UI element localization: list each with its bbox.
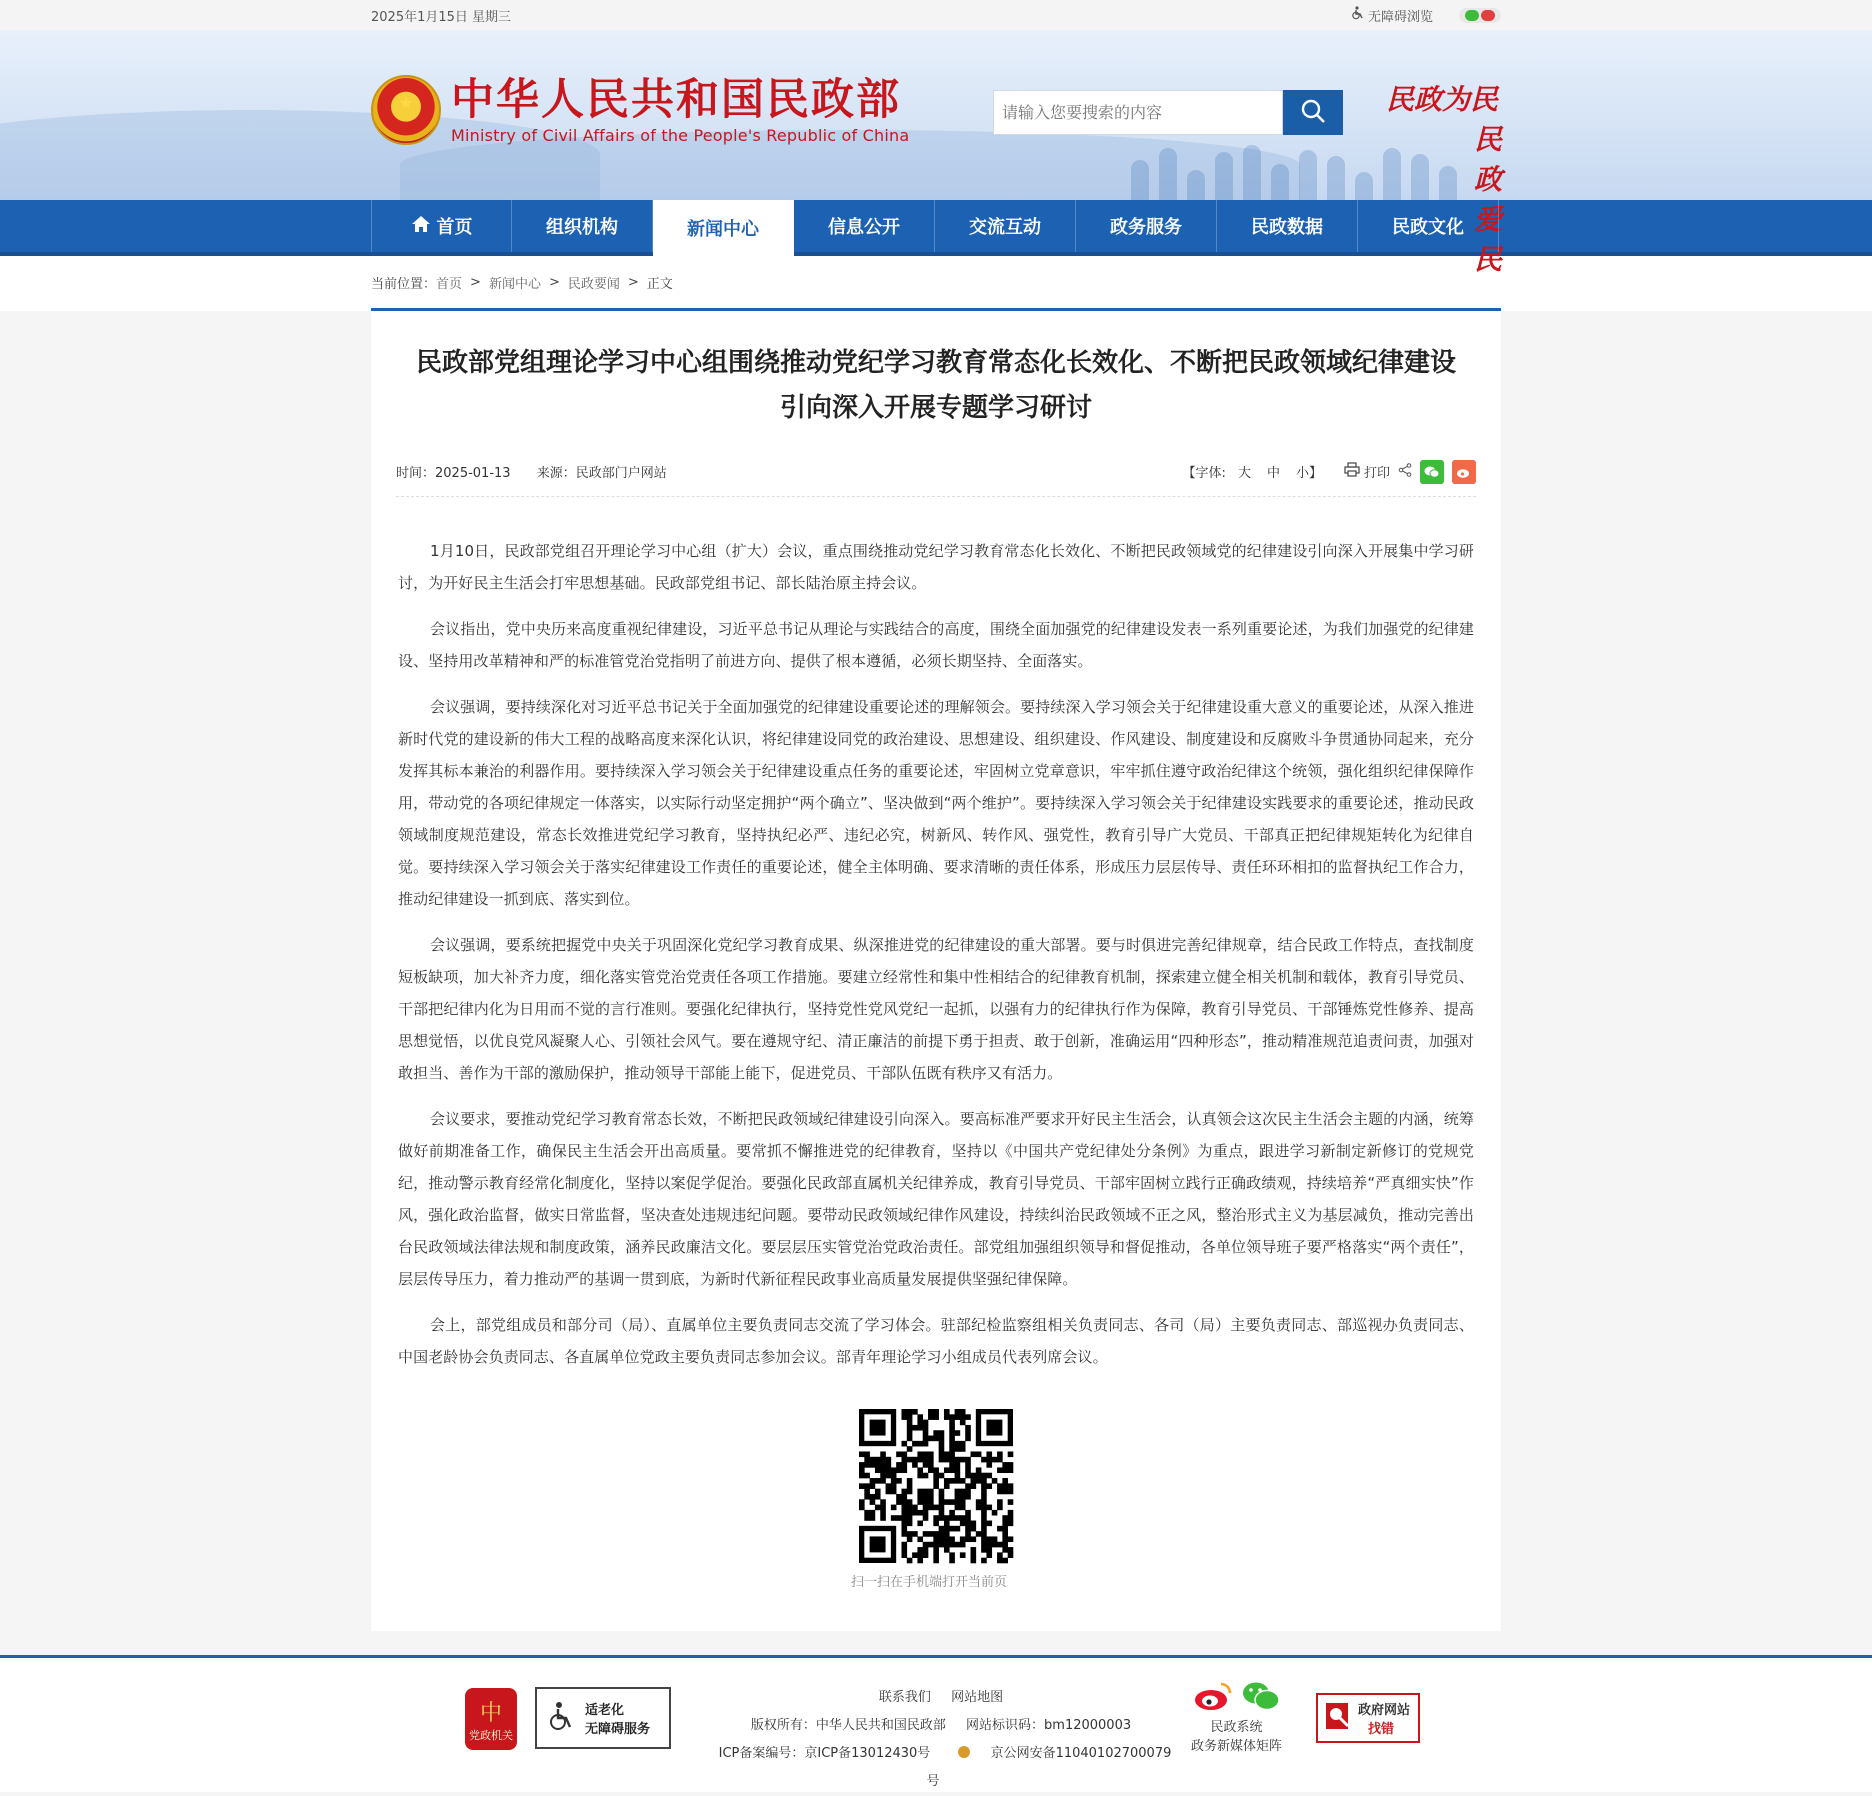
social-label-2: 政务新媒体矩阵 bbox=[1191, 1739, 1283, 1754]
wechat-icon[interactable] bbox=[1465, 10, 1479, 21]
new-media-matrix[interactable] bbox=[1191, 1680, 1282, 1754]
breadcrumb-news-center[interactable]: 新闻中心 bbox=[488, 276, 541, 292]
font-size-large[interactable]: 大 bbox=[1237, 466, 1251, 481]
footer-social bbox=[1191, 1680, 1282, 1754]
breadcrumb-separator: > bbox=[548, 274, 560, 290]
share-icon[interactable] bbox=[1398, 463, 1412, 481]
police-record[interactable] bbox=[926, 1746, 1171, 1789]
accessibility-line-1: 适老化 bbox=[585, 1703, 625, 1718]
print-button[interactable] bbox=[1344, 462, 1390, 481]
site-footer bbox=[0, 1655, 1872, 1792]
copyright-text: 版权所有：中华人民共和国民政部 bbox=[750, 1718, 946, 1733]
search-icon bbox=[1300, 98, 1326, 127]
nav-item-interaction[interactable] bbox=[935, 200, 1076, 252]
font-size-medium[interactable]: 中 bbox=[1266, 466, 1280, 481]
icp-link[interactable]: ICP备案编号：京ICP备13012430号 bbox=[718, 1746, 931, 1761]
article-time: 时间：2025-01-13 bbox=[396, 466, 511, 481]
nav-item-news-center[interactable] bbox=[653, 200, 794, 256]
breadcrumb-prefix: 当前位置： bbox=[371, 276, 437, 292]
social-label-1: 民政系统 bbox=[1210, 1720, 1263, 1735]
elderly-accessibility-service[interactable] bbox=[535, 1687, 671, 1749]
search-input[interactable] bbox=[993, 90, 1283, 135]
nav-item-info-disclosure[interactable] bbox=[794, 200, 935, 252]
qr-code-image bbox=[859, 1409, 1013, 1563]
weibo-icon bbox=[1193, 1680, 1233, 1716]
accessibility-icon bbox=[547, 1700, 577, 1736]
nav-item-label: 首页 bbox=[436, 217, 473, 238]
weibo-icon[interactable] bbox=[1481, 10, 1495, 21]
logo-chinese-name: 中华人民共和国民政部 bbox=[451, 74, 901, 125]
nav-item-label: 民政文化 bbox=[1392, 217, 1464, 238]
nav-item-culture[interactable] bbox=[1358, 200, 1499, 252]
accessibility-link[interactable] bbox=[1350, 6, 1433, 25]
printer-icon bbox=[1344, 462, 1360, 481]
font-size-label: 【字体: bbox=[1182, 466, 1226, 481]
national-emblem-icon bbox=[371, 75, 441, 145]
search-button[interactable] bbox=[1283, 90, 1343, 135]
logo-english-name: Ministry of Civil Affairs of the People's Republic of China bbox=[451, 125, 910, 145]
nav-item-home[interactable] bbox=[371, 200, 512, 252]
sitemap-link[interactable]: 网站地图 bbox=[951, 1690, 1004, 1705]
qr-caption: 扫一扫在手机端打开当前页 bbox=[850, 1575, 1007, 1590]
nav-item-label: 新闻中心 bbox=[687, 219, 759, 240]
print-label: 打印 bbox=[1363, 466, 1390, 481]
article-paragraph: 会议要求，要推动党纪学习教育常态长效，不断把民政领域纪律建设引向深入。要高标准严要求开好民主生活会，认真领会这次民主生活会主题的内涵，统筹做好前期准备工作，确保民主生活会开出高质量。要常抓不懈推进党的纪律教育，坚持以《中国共产党纪律处分条例》为重点，跟进学习新制定新修订的党规党纪，推动警示教育经常化制度化，坚持以案促学促治。要强化民政部直属机关纪律养成，教育引导党员、干部牢固树立践行正确政绩观，持续培养“严真细实快”作风，强化政治监督，做实日常监督，坚决查处违规违纪问题。要带动民政领域纪律作风建设，持续纠治民政领域不正之风，整治形式主义为基层减负，推动完善出台民政领域法律法规和制度政策，涵养民政廉洁文化。要层层压实管党治党政治责任。部党组加强组织领导和督促推动，各单位领导班子要严格落实“两个责任”，层层传导压力，着力推动严的基调一贯到底，为新时代新征程民政事业高质量发展提供坚强纪律保障。 bbox=[398, 1110, 1474, 1288]
accessibility-label: 无障碍浏览 bbox=[1367, 9, 1433, 25]
wechat-icon bbox=[1241, 1680, 1281, 1716]
breadcrumb-news[interactable]: 民政要闻 bbox=[567, 276, 620, 292]
qr-code-block bbox=[850, 1409, 1013, 1590]
police-badge-icon bbox=[958, 1746, 970, 1758]
badge-emblem-icon: 中 bbox=[479, 1700, 502, 1726]
main-nav bbox=[0, 200, 1872, 256]
nav-item-label: 信息公开 bbox=[828, 217, 900, 238]
nav-item-label: 组织机构 bbox=[546, 217, 618, 238]
article-title: 民政部党组理论学习中心组围绕推动党纪学习教育常态化长效化、不断把民政领域纪律建设引向深入开展专题学习研讨 bbox=[415, 348, 1456, 423]
slogan-line-1: 民政为民 bbox=[1386, 83, 1499, 116]
badge-label: 党政机关 bbox=[469, 1728, 513, 1742]
article-paragraph: 会上，部党组成员和部分司（局）、直属单位主要负责同志交流了学习体会。驻部纪检监察组相关负责同志、各司（局）主要负责同志、部巡视办负责同志、中国老龄协会负责同志、各直属单位党政主要负责同志参加会议。部青年理论学习小组成员代表列席会议。 bbox=[398, 1316, 1474, 1366]
breadcrumb-separator: > bbox=[627, 274, 639, 290]
current-date: 2025年1月15日 星期三 bbox=[371, 9, 512, 25]
wheelchair-icon bbox=[1350, 6, 1364, 24]
gov-label-2: 找错 bbox=[1368, 1722, 1395, 1737]
nav-item-organization[interactable] bbox=[512, 200, 653, 252]
search-bar bbox=[993, 90, 1343, 135]
article-paragraph: 1月10日，民政部党组召开理论学习中心组（扩大）会议，重点围绕推动党纪学习教育常态化长效化、不断把民政领域党的纪律建设引向深入开展集中学习研讨，为开好民主生活会打牢思想基础。民政部党组书记、部长陆治原主持会议。 bbox=[398, 542, 1474, 592]
breadcrumb-current: 正文 bbox=[646, 276, 673, 292]
breadcrumb-home[interactable]: 首页 bbox=[436, 276, 463, 292]
weibo-share-icon[interactable] bbox=[1452, 460, 1476, 484]
article-paragraph: 会议强调，要持续深化对习近平总书记关于全面加强党的纪律建设重要论述的理解领会。要持续深入学习领会关于纪律建设重大意义的重要论述，从深入推进新时代党的建设新的伟大工程的战略高度来深化认识，将纪律建设同党的政治建设、思想建设、组织建设、作风建设、制度建设和反腐败斗争贯通协同起来，充分发挥其标本兼治的利器作用。要持续深入学习领会关于纪律建设重点任务的重要论述，牢固树立党章意识，牢牢抓住遵守政治纪律这个统领，强化组织纪律保障作用，带动党的各项纪律规定一体落实，以实际行动坚定拥护“两个确立”、坚决做到“两个维护”。要持续深入学习领会关于纪律建设实践要求的重要论述，推动民政领域制度规范建设，常态长效推进党纪学习教育，坚持执纪必严、违纪必究，树新风、转作风、强党性，教育引导广大党员、干部真正把纪律规矩转化为纪律自觉。要持续深入学习领会关于落实纪律建设工作责任的重要论述，健全主体明确、要求清晰的责任体系，形成压力层层传导、责任环环相扣的监督执纪工作合力，推动纪律建设一抓到底、落实到位。 bbox=[398, 698, 1475, 908]
site-logo[interactable] bbox=[371, 75, 909, 145]
gov-label-1: 政府网站 bbox=[1358, 1703, 1411, 1718]
slogan-line-2: 民政爱民 bbox=[1474, 123, 1503, 276]
social-links bbox=[1459, 8, 1501, 23]
font-size-small[interactable]: 小】 bbox=[1295, 466, 1322, 481]
wechat-share-icon[interactable] bbox=[1420, 460, 1444, 484]
article-paragraph: 会议指出，党中央历来高度重视纪律建设，习近平总书记从理论与实践结合的高度，围绕全面加强党的纪律建设发表一系列重要论述，为我们加强党的纪律建设、坚持用改革精神和严的标准管党治党指明了前进方向、提供了根本遵循，必须长期坚持、全面落实。 bbox=[398, 620, 1474, 670]
contact-link[interactable]: 联系我们 bbox=[878, 1690, 931, 1705]
accessibility-line-2: 无障碍服务 bbox=[585, 1722, 651, 1737]
article-paragraph: 会议强调，要系统把握党中央关于巩固深化党纪学习教育成果、纵深推进党的纪律建设的重大部署。要与时俱进完善纪律规章，结合民政工作特点，查找制度短板缺项，加大补齐力度，细化落实管党治党责任各项工作措施。要建立经常性和集中性相结合的纪律教育机制，探索建立健全相关机制和载体，教育引导党员、干部把纪律内化为日用而不觉的言行准则。要强化纪律执行，坚持党性党风党纪一起抓，以强有力的纪律执行作为保障，教育引导党员、干部锤炼党性修养、提高思想觉悟，以优良党风凝聚人心、引领社会风气。要在遵规守纪、清正廉洁的前提下勇于担责、敢于创新，准确运用“四种形态”，推动精准规范追责问责，加强对敢担当、善作为干部的激励保护，推动领导干部能上能下，促进党员、干部队伍既有秩序又有活力。 bbox=[398, 936, 1474, 1082]
people-silhouette-decoration bbox=[1131, 140, 1551, 200]
party-government-badge[interactable] bbox=[465, 1688, 517, 1750]
article-container bbox=[371, 311, 1501, 1631]
gov-website-error-report[interactable] bbox=[1316, 1693, 1420, 1743]
nav-item-label: 民政数据 bbox=[1251, 217, 1323, 238]
article-source: 来源：民政部门户网站 bbox=[536, 466, 667, 481]
police-record-text: 京公网安备11040102700079号 bbox=[926, 1746, 1172, 1789]
nav-item-services[interactable] bbox=[1076, 200, 1217, 252]
footer-info bbox=[701, 1684, 1181, 1796]
nav-item-data[interactable] bbox=[1217, 200, 1358, 252]
nav-item-label: 政务服务 bbox=[1110, 217, 1182, 238]
top-bar bbox=[0, 0, 1872, 30]
nav-item-label: 交流互动 bbox=[969, 217, 1041, 238]
magnifier-icon bbox=[1324, 1701, 1352, 1735]
breadcrumb-separator: > bbox=[470, 274, 481, 290]
article-body bbox=[396, 535, 1476, 1373]
article-meta bbox=[396, 457, 1476, 497]
breadcrumb bbox=[0, 256, 1872, 311]
site-id-text: 网站标识码：bm12000003 bbox=[966, 1718, 1132, 1733]
home-icon bbox=[411, 215, 431, 238]
